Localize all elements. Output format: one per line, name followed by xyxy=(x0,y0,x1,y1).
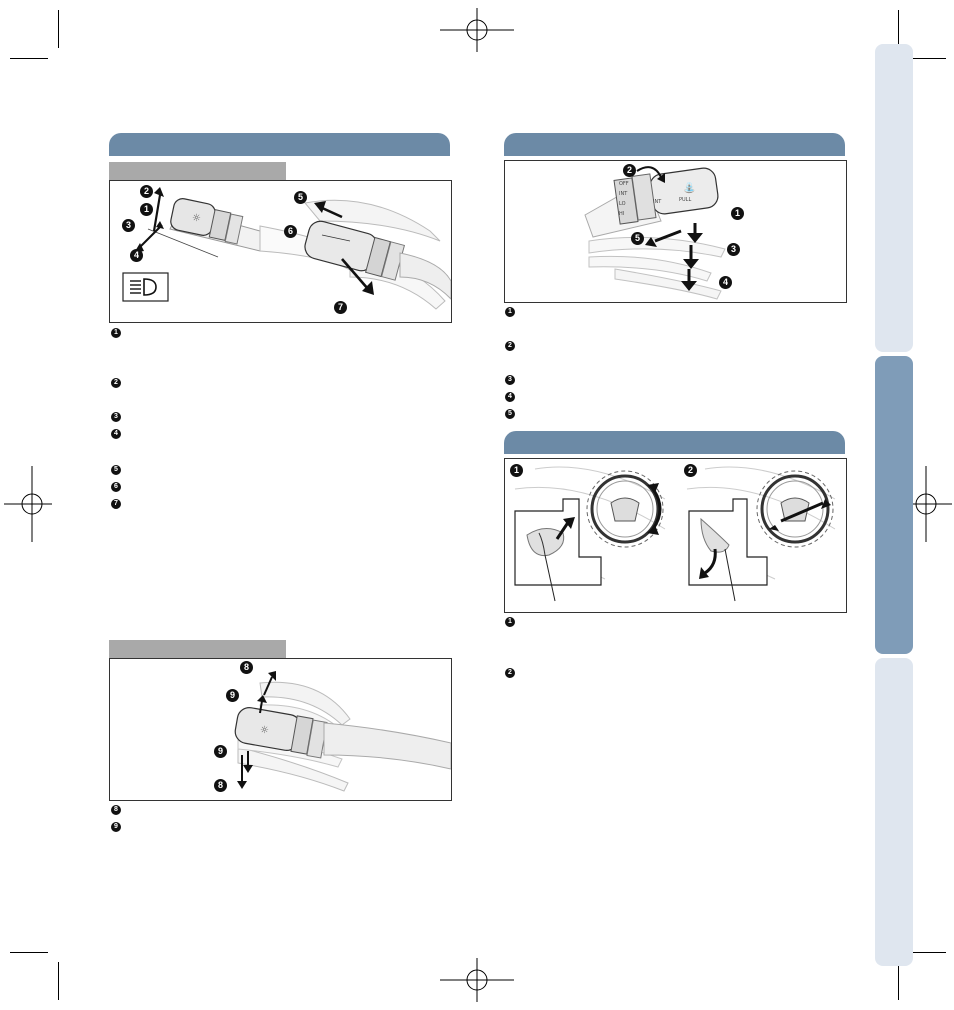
svg-text:☼: ☼ xyxy=(192,213,201,224)
callout-8-bottom: 8 xyxy=(214,779,227,792)
tilt-callout-2: 2 xyxy=(684,464,697,477)
callout-5: 5 xyxy=(294,191,307,204)
headlights-header-bar xyxy=(109,133,450,156)
wiper-label-pull: PULL xyxy=(679,197,692,203)
list-badge-2: 2 xyxy=(111,378,121,388)
tilt-lever-lock-panel xyxy=(687,467,835,601)
svg-text:☼: ☼ xyxy=(260,725,269,736)
headlights-subheader-bar xyxy=(109,162,286,180)
list-badge-7: 7 xyxy=(111,499,121,509)
list-badge-8: 8 xyxy=(111,805,121,815)
callout-2: 2 xyxy=(140,185,153,198)
tilt-steering-header-bar xyxy=(504,431,845,454)
tilt-steering-diagram xyxy=(504,458,847,613)
callout-3: 3 xyxy=(122,219,135,232)
wiper-callout-3: 3 xyxy=(727,243,740,256)
callout-8-top: 8 xyxy=(240,661,253,674)
tilt-lever-unlock-panel xyxy=(515,467,665,601)
wiper-label-int-ring: INT xyxy=(653,199,662,205)
washer-icon: ⛲ xyxy=(683,183,696,194)
callout-1: 1 xyxy=(140,203,153,216)
tilt-list-badge-2: 2 xyxy=(505,668,515,678)
tilt-callout-1: 1 xyxy=(510,464,523,477)
wiper-callout-2: 2 xyxy=(623,164,636,177)
wiper-switch-diagram xyxy=(504,160,847,303)
wipers-header-bar xyxy=(504,133,845,156)
list-badge-9: 9 xyxy=(111,822,121,832)
tilt-list-badge-1: 1 xyxy=(505,617,515,627)
side-tab-active[interactable] xyxy=(875,356,913,654)
list-badge-5: 5 xyxy=(111,465,121,475)
wiper-lever-illustration xyxy=(505,161,846,302)
list-badge-4: 4 xyxy=(111,429,121,439)
list-badge-3: 3 xyxy=(111,412,121,422)
callout-6: 6 xyxy=(284,225,297,238)
wiper-callout-5: 5 xyxy=(631,232,644,245)
list-badge-6: 6 xyxy=(111,482,121,492)
registration-mark-top xyxy=(440,8,514,52)
wiper-list-badge-5: 5 xyxy=(505,409,515,419)
headlight-switch-diagram xyxy=(109,180,452,323)
tilt-steering-illustration xyxy=(505,459,846,612)
wiper-callout-4: 4 xyxy=(719,276,732,289)
wiper-list-badge-1: 1 xyxy=(505,307,515,317)
turn-signal-diagram xyxy=(109,658,452,801)
callout-9-top: 9 xyxy=(226,689,239,702)
turn-signal-subheader-bar xyxy=(109,640,286,658)
turn-signal-lever-illustration xyxy=(110,659,451,800)
callout-7: 7 xyxy=(334,301,347,314)
wiper-list-badge-2: 2 xyxy=(505,341,515,351)
side-tab-bottom[interactable] xyxy=(875,658,913,966)
wiper-list-badge-4: 4 xyxy=(505,392,515,402)
callout-4: 4 xyxy=(130,249,143,262)
wiper-label-hi: HI xyxy=(619,211,625,217)
registration-mark-bottom xyxy=(440,958,514,1002)
headlight-lever-illustration xyxy=(110,181,451,322)
list-badge-1: 1 xyxy=(111,328,121,338)
wiper-label-lo: LO xyxy=(619,201,626,207)
wiper-list-badge-3: 3 xyxy=(505,375,515,385)
wiper-label-int: INT xyxy=(619,191,628,197)
callout-9-bottom: 9 xyxy=(214,745,227,758)
registration-mark-left xyxy=(4,466,52,542)
wiper-callout-1: 1 xyxy=(731,207,744,220)
wiper-label-off: OFF xyxy=(619,181,629,187)
side-tab-top[interactable] xyxy=(875,44,913,352)
